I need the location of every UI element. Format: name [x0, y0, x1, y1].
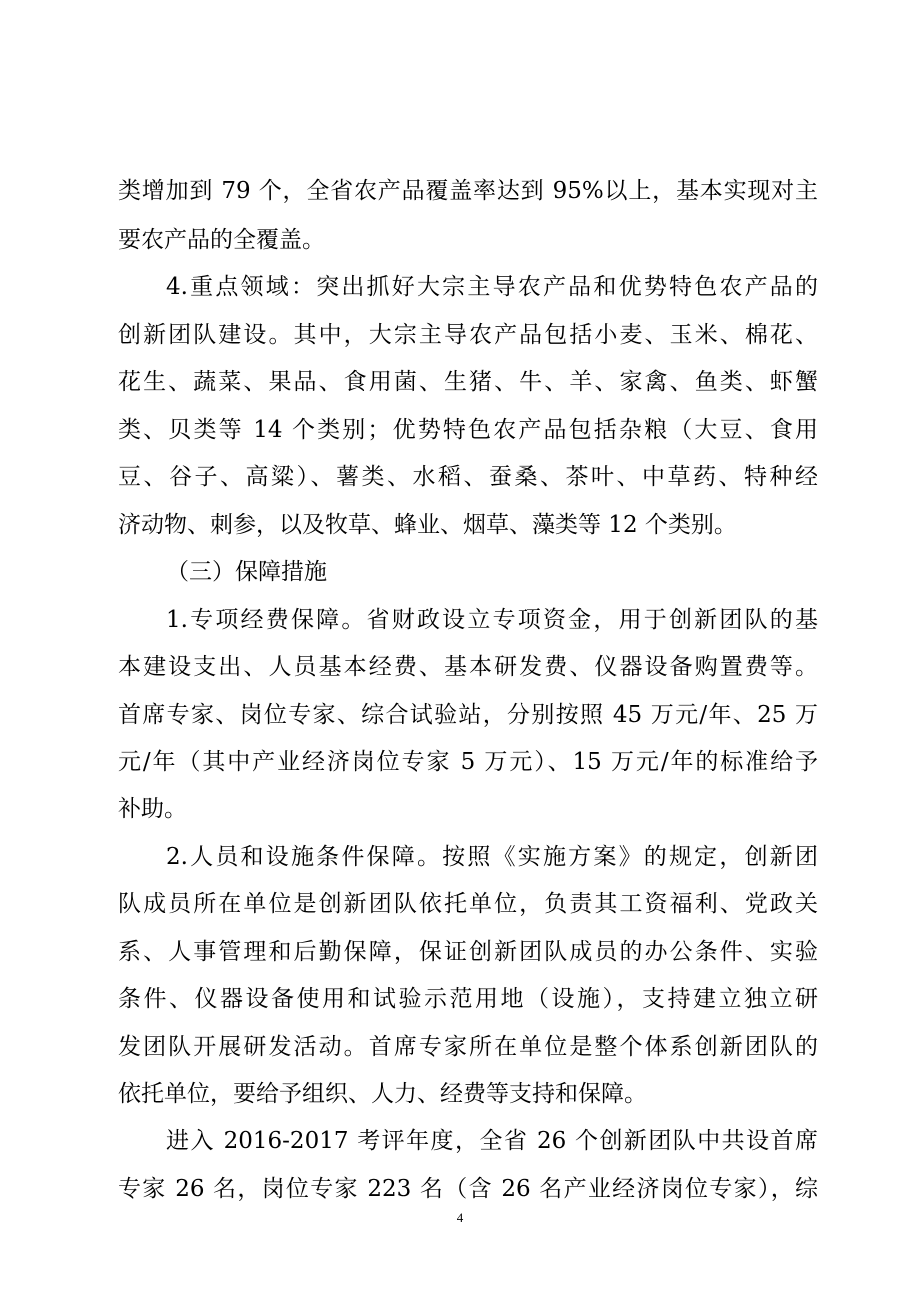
paragraph-line: 花生、蔬菜、果品、食用菌、生猪、牛、羊、家禽、鱼类、虾蟹: [118, 369, 818, 395]
paragraph-line: 济动物、刺参，以及牧草、蜂业、烟草、藻类等 12 个类别。: [118, 512, 737, 538]
paragraph-line: 队成员所在单位是创新团队依托单位，负责其工资福利、党政关: [118, 891, 818, 917]
paragraph-line: 进入 2016-2017 考评年度，全省 26 个创新团队中共设首席: [166, 1128, 818, 1154]
paragraph-line: 类增加到 79 个，全省农产品覆盖率达到 95%以上，基本实现对主: [118, 178, 818, 204]
paragraph-line: 要农产品的全覆盖。: [118, 227, 325, 253]
paragraph-line: 1.专项经费保障。省财政设立专项资金，用于创新团队的基: [166, 607, 818, 633]
paragraph-line: 依托单位，要给予组织、人力、经费等支持和保障。: [118, 1081, 647, 1107]
paragraph-line: 元/年（其中产业经济岗位专家 5 万元）、15 万元/年的标准给予: [118, 749, 818, 775]
paragraph-line: 系、人事管理和后勤保障，保证创新团队成员的办公条件、实验: [118, 939, 818, 965]
paragraph-line: 创新团队建设。其中，大宗主导农产品包括小麦、玉米、棉花、: [118, 322, 818, 348]
paragraph-line: 本建设支出、人员基本经费、基本研发费、仪器设备购置费等。: [118, 654, 818, 680]
paragraph-line: 发团队开展研发活动。首席专家所在单位是整个体系创新团队的: [118, 1034, 818, 1060]
section-heading: （三）保障措施: [166, 559, 327, 585]
paragraph-line: 2.人员和设施条件保障。按照《实施方案》的规定，创新团: [166, 844, 818, 870]
paragraph-line: 首席专家、岗位专家、综合试验站，分别按照 45 万元/年、25 万: [118, 702, 818, 728]
page-number: 4: [456, 1210, 464, 1225]
paragraph-line: 4.重点领域：突出抓好大宗主导农产品和优势特色农产品的: [166, 274, 818, 300]
paragraph-line: 豆、谷子、高粱）、薯类、水稻、蚕桑、茶叶、中草药、特种经: [118, 464, 818, 490]
paragraph-line: 类、贝类等 14 个类别；优势特色农产品包括杂粮（大豆、食用: [118, 417, 818, 443]
paragraph-line: 条件、仪器设备使用和试验示范用地（设施），支持建立独立研: [118, 986, 818, 1012]
paragraph-line: 补助。: [118, 796, 187, 822]
paragraph-line: 专家 26 名，岗位专家 223 名（含 26 名产业经济岗位专家），综: [118, 1176, 818, 1202]
